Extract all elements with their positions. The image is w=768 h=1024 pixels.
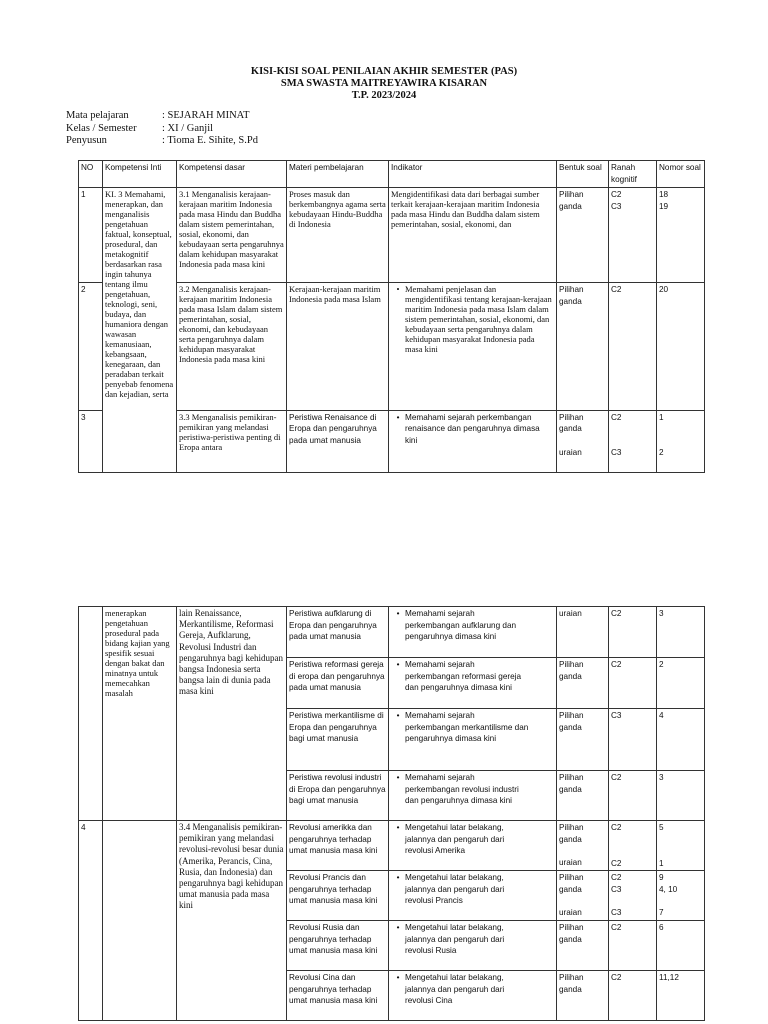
materi-cell: Kerajaan-kerajaan maritim Indonesia pada masa Islam bbox=[287, 283, 389, 410]
indikator-item bbox=[391, 659, 554, 694]
bentuk-cell bbox=[557, 410, 609, 472]
ranah-cell: C2 bbox=[609, 771, 657, 821]
table-row bbox=[79, 188, 705, 283]
col-indikator: Indikator bbox=[389, 161, 557, 188]
meta-row bbox=[66, 135, 258, 148]
nomor-line: 19 bbox=[659, 201, 669, 211]
materi-cell: Peristiwa reformasi gereja di eropa dan pengaruhnya pada umat manusia bbox=[287, 658, 389, 709]
bentuk-cell: Pilihan ganda bbox=[557, 971, 609, 1021]
indikator-cell bbox=[389, 709, 557, 771]
kisi-table-part-1 bbox=[78, 160, 705, 473]
meta-label: Penyusun bbox=[66, 135, 107, 146]
bentuk-cell: Pilihan ganda bbox=[557, 771, 609, 821]
indikator-cell bbox=[389, 871, 557, 921]
row-no: 4 bbox=[79, 821, 103, 1021]
ranah-cell: C2 bbox=[609, 658, 657, 709]
col-bentuk-soal: Bentuk soal bbox=[557, 161, 609, 188]
indikator-cell bbox=[389, 283, 557, 410]
meta-value: : XI / Ganjil bbox=[162, 122, 214, 134]
bentuk-line: ganda bbox=[559, 424, 582, 434]
nomor-cell: 4 bbox=[657, 709, 705, 771]
bentuk-line: Pilihan bbox=[559, 190, 584, 199]
indikator-item bbox=[391, 608, 554, 643]
nomor-cell: 20 bbox=[657, 283, 705, 410]
materi-cell: Revolusi Rusia dan pengaruhnya terhadap umat manusia masa kini bbox=[287, 921, 389, 971]
title-line-3: T.P. 2023/2024 bbox=[351, 90, 417, 101]
bullet-icon: • bbox=[396, 923, 400, 932]
bentuk-cell: Pilihan ganda uraian bbox=[557, 821, 609, 871]
indikator-item bbox=[391, 972, 554, 1007]
col-kompetensi-inti: Kompetensi Inti bbox=[103, 161, 177, 188]
ranah-cell: C2 bbox=[609, 971, 657, 1021]
bullet-icon: • bbox=[396, 284, 400, 295]
bentuk-cell: Pilihan ganda bbox=[557, 921, 609, 971]
bullet-icon: • bbox=[396, 773, 400, 782]
ranah-cell: C2 bbox=[609, 921, 657, 971]
indikator-text: Mengetahui latar belakang, jalannya dan pengaruh dari revolusi Rusia bbox=[405, 923, 505, 955]
spacer bbox=[659, 435, 702, 447]
document-meta bbox=[66, 110, 258, 148]
kompetensi-inti-cell bbox=[103, 821, 177, 1021]
indikator-item bbox=[391, 412, 554, 447]
ranah-cell bbox=[609, 188, 657, 283]
bullet-icon: • bbox=[396, 609, 400, 618]
indikator-text: Mengetahui latar belakang, jalannya dan pengaruh dari revolusi Amerika bbox=[405, 823, 505, 855]
indikator-item bbox=[391, 710, 554, 745]
kd-cell: 3.3 Menganalisis pemikiran-pemikiran yang melandasi peristiwa-peristiwa penting di Eropa antara bbox=[177, 410, 287, 472]
ranah-cell bbox=[609, 410, 657, 472]
bentuk-line: Pilihan bbox=[559, 412, 584, 422]
col-ranah-kognitif: Ranah kognitif bbox=[609, 161, 657, 188]
nomor-cell: 11,12 bbox=[657, 971, 705, 1021]
materi-cell: Revolusi amerikka dan pengaruhnya terhadap umat manusia masa kini bbox=[287, 821, 389, 871]
indikator-item bbox=[391, 772, 554, 807]
col-nomor-soal: Nomor soal bbox=[657, 161, 705, 188]
kd-cell: 3.1 Menganalisis kerajaan-kerajaan maritim Indonesia pada masa Hindu dan Buddha dalam sistem pemerintahan, sosial, ekonomi, dan kebudayaan serta pengaruhnya dalam kehidupan masyarakat Indonesia pada masa kini bbox=[177, 188, 287, 283]
table-header-row bbox=[79, 161, 705, 188]
indikator-cell bbox=[389, 821, 557, 871]
indikator-text: Memahami penjelasan dan mengidentifikasi tentang kerajaan-kerajaan maritim Indonesia pada masa Islam dalam sistem pemerintahan, sosial, ekonomi, dan kebudayaan serta pengaruhnya dalam kehidupan masyarakat Indonesia pada masa kini bbox=[405, 284, 552, 355]
ranah-cell: C2 C2 bbox=[609, 821, 657, 871]
kd-cell: lain Renaissance, Merkantilisme, Reformasi Gereja, Aufklarung, Revolusi Industri dan pengaruhnya bagi kehidupan bangsa Indonesia serta bangsa lain di dunia pada masa kini bbox=[177, 607, 287, 821]
indikator-text: Memahami sejarah perkembangan revolusi industri dan pengaruhnya dimasa kini bbox=[405, 773, 519, 805]
materi-cell: Peristiwa revolusi industri di Eropa dan pengaruhnya bagi umat manusia bbox=[287, 771, 389, 821]
kompetensi-inti-cell: menerapkan pengetahuan prosedural pada bidang kajian yang spesifik sesuai dengan bakat dan minatnya untuk memecahkan masalah bbox=[103, 607, 177, 821]
spacer bbox=[611, 423, 654, 435]
spacer bbox=[659, 423, 702, 435]
bullet-icon: • bbox=[396, 973, 400, 982]
materi-cell: Revolusi Cina dan pengaruhnya terhadap umat manusia masa kini bbox=[287, 971, 389, 1021]
ranah-line: C3 bbox=[611, 448, 622, 458]
indikator-cell bbox=[389, 607, 557, 658]
ranah-line: C2 bbox=[611, 412, 622, 422]
row-no: 3 bbox=[79, 410, 103, 472]
title-line-2: SMA SWASTA MAITREYAWIRA KISARAN bbox=[280, 78, 488, 89]
bentuk-cell: Pilihan ganda bbox=[557, 658, 609, 709]
indikator-text: Memahami sejarah perkembangan merkantilisme dan pengaruhnya dimasa kini bbox=[405, 711, 529, 743]
meta-value: : Tioma E. Sihite, S.Pd bbox=[162, 135, 258, 146]
nomor-cell bbox=[657, 410, 705, 472]
materi-cell: Peristiwa merkantilisme di Eropa dan pengaruhnya bagi umat manusia bbox=[287, 709, 389, 771]
bullet-icon: • bbox=[396, 660, 400, 669]
kompetensi-inti-cell bbox=[103, 188, 177, 473]
row-no: 2 bbox=[79, 283, 103, 410]
bentuk-cell bbox=[557, 188, 609, 283]
bentuk-cell: Pilihan ganda uraian bbox=[557, 871, 609, 921]
indikator-cell bbox=[389, 410, 557, 472]
bentuk-cell: Pilihan ganda bbox=[557, 709, 609, 771]
indikator-cell bbox=[389, 771, 557, 821]
indikator-item bbox=[391, 922, 554, 957]
nomor-cell: 6 bbox=[657, 921, 705, 971]
indikator-text: Memahami sejarah perkembangan aufklarung dan pengaruhnya dimasa kini bbox=[405, 609, 517, 641]
bullet-icon: • bbox=[396, 873, 400, 882]
materi-cell: Revolusi Prancis dan pengaruhnya terhadap umat manusia masa kini bbox=[287, 871, 389, 921]
kd-cell: 3.2 Menganalisis kerajaan-kerajaan maritim Indonesia pada masa Islam dalam sistem pemerintahan, sosial, ekonomi, dan kebudayaan serta pengaruhnya dalam kehidupan masyarakat Indonesia pada masa kini bbox=[177, 283, 287, 410]
spacer bbox=[559, 435, 606, 447]
kd-cell: 3.4 Menganalisis pemikiran-pemikiran yang melandasi revolusi-revolusi besar dunia (Amerika, Perancis, Cina, Rusia, dan Indonesia) dan pengaruhnya bagi kehidupan umat manusia pada masa kini bbox=[177, 821, 287, 1021]
materi-cell: Peristiwa Renaisance di Eropa dan pengaruhnya pada umat manusia bbox=[287, 410, 389, 472]
row-no: 1 bbox=[79, 188, 103, 283]
bentuk-line: ganda bbox=[559, 201, 582, 211]
ranah-cell: C2 bbox=[609, 607, 657, 658]
meta-row bbox=[66, 123, 258, 136]
bullet-icon: • bbox=[396, 711, 400, 720]
meta-label: Mata pelajaran bbox=[66, 110, 129, 121]
spacer bbox=[611, 435, 654, 447]
ranah-cell: C3 bbox=[609, 709, 657, 771]
kisi-table-part-2 bbox=[78, 606, 705, 1021]
indikator-cell bbox=[389, 971, 557, 1021]
meta-value: : SEJARAH MINAT bbox=[162, 110, 250, 121]
nomor-line: 2 bbox=[659, 448, 664, 458]
table-row bbox=[79, 821, 705, 871]
indikator-text: Mengetahui latar belakang, jalannya dan pengaruh dari revolusi Prancis bbox=[405, 873, 505, 905]
col-kompetensi-dasar: Kompetensi dasar bbox=[177, 161, 287, 188]
ki-text: KI. 3 Memahami, menerapkan, dan menganalisis pengetahuan faktual, konseptual, prosedural, dan metakognitif berdasarkan rasa ingin tahunya tentang ilmu pengetahuan, teknologi, seni, budaya, dan humaniora dengan wawasan kemanusiaan, kebangsaan, kenegaraan, dan peradaban terkait penyebab fenomena dan kejadian, serta bbox=[105, 189, 174, 399]
indikator-cell bbox=[389, 921, 557, 971]
bentuk-line: ganda bbox=[559, 296, 582, 306]
nomor-cell: 5 1 bbox=[657, 821, 705, 871]
nomor-cell: 3 bbox=[657, 771, 705, 821]
table-row bbox=[79, 607, 705, 658]
indikator-text: Memahami sejarah perkembangan reformasi gereja dan pengaruhnya dimasa kini bbox=[405, 660, 522, 692]
bentuk-line: uraian bbox=[559, 447, 582, 457]
meta-row bbox=[66, 110, 258, 123]
bentuk-cell bbox=[557, 283, 609, 410]
col-materi: Materi pembelajaran bbox=[287, 161, 389, 188]
indikator-item bbox=[391, 872, 554, 907]
nomor-cell: 2 bbox=[657, 658, 705, 709]
ranah-cell: C2 bbox=[609, 283, 657, 410]
ranah-cell: C2 C3 C3 bbox=[609, 871, 657, 921]
title-line-1: KISI-KISI SOAL PENILAIAN AKHIR SEMESTER (PAS) bbox=[250, 66, 518, 77]
indikator-cell bbox=[389, 658, 557, 709]
materi-cell: Proses masuk dan berkembangnya agama serta kebudayaan Hindu-Buddha di Indonesia bbox=[287, 188, 389, 283]
nomor-cell: 3 bbox=[657, 607, 705, 658]
nomor-line: 1 bbox=[659, 412, 664, 422]
ranah-line: C2 bbox=[611, 190, 622, 199]
col-no: NO bbox=[79, 161, 103, 188]
indikator-text: Mengetahui latar belakang, jalannya dan pengaruh dari revolusi Cina bbox=[405, 973, 505, 1005]
bullet-icon: • bbox=[396, 823, 400, 832]
row-no bbox=[79, 607, 103, 821]
indikator-text: Memahami sejarah perkembangan renaisance dan pengaruhnya dimasa kini bbox=[405, 412, 540, 445]
materi-cell: Peristiwa aufklarung di Eropa dan pengaruhnya pada umat manusia bbox=[287, 607, 389, 658]
bentuk-cell: uraian bbox=[557, 607, 609, 658]
meta-label: Kelas / Semester bbox=[66, 122, 137, 134]
indikator-item bbox=[391, 822, 554, 857]
indikator-cell: Mengidentifikasi data dari berbagai sumber terkait kerajaan-kerajaan maritim Indonesia pada masa Hindu dan Buddha dalam sistem pemerintahan, sosial, ekonomi, dan bbox=[389, 188, 557, 283]
nomor-cell: 9 4, 10 7 bbox=[657, 871, 705, 921]
nomor-cell bbox=[657, 188, 705, 283]
indikator-item bbox=[391, 284, 554, 354]
bentuk-line: Pilihan bbox=[559, 285, 584, 295]
document-header bbox=[0, 66, 768, 102]
nomor-line: 18 bbox=[659, 190, 669, 199]
bullet-icon: • bbox=[396, 412, 400, 422]
ranah-line: C3 bbox=[611, 201, 622, 211]
